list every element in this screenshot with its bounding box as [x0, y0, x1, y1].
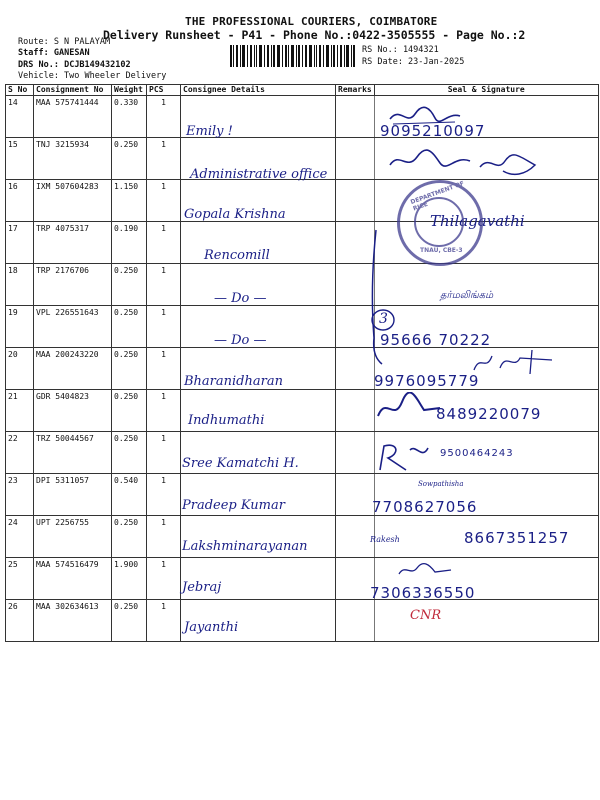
- weight-cell: 0.250: [112, 138, 147, 180]
- consignment-no-cell: TRP 4075317: [34, 222, 112, 264]
- remarks-cell: [336, 180, 375, 222]
- stamp-bottom-text: TNAU, CBE-3: [420, 247, 463, 254]
- weight-cell: 0.250: [112, 600, 147, 642]
- signature-sowpathisha: Sowpathisha: [418, 480, 464, 488]
- handwritten-consignee-name: Sree Kamatchi H.: [182, 456, 299, 472]
- handwritten-consignee-name: Gopala Krishna: [184, 206, 286, 222]
- vehicle-text: Vehicle: Two Wheeler Delivery: [18, 71, 167, 81]
- handwritten-phone-number: 9500464243: [440, 448, 514, 460]
- pcs-cell: 1: [147, 306, 181, 348]
- handwritten-consignee-name: Indhumathi: [188, 413, 265, 429]
- pcs-cell: 1: [147, 264, 181, 306]
- col-weight-header: Weight: [112, 85, 147, 96]
- rs-no-text: RS No.: 1494321: [362, 45, 439, 55]
- sno-cell: 14: [6, 96, 34, 138]
- pcs-cell: 1: [147, 390, 181, 432]
- consignment-no-cell: UPT 2256755: [34, 516, 112, 558]
- sno-cell: 22: [6, 432, 34, 474]
- sno-cell: 20: [6, 348, 34, 390]
- consignment-no-cell: MAA 575741444: [34, 96, 112, 138]
- weight-cell: 0.540: [112, 474, 147, 516]
- weight-cell: 0.250: [112, 516, 147, 558]
- handwritten-consignee-name: Emily !: [186, 124, 233, 139]
- consignment-no-cell: TRP 2176706: [34, 264, 112, 306]
- handwritten-consignee-name: Lakshminarayanan: [182, 539, 308, 554]
- table-row: [6, 306, 599, 348]
- pcs-cell: 1: [147, 558, 181, 600]
- handwritten-phone-number: 9976095779: [374, 371, 480, 390]
- staff-line: [18, 48, 90, 58]
- signature-row-25: [395, 560, 455, 580]
- consignment-no-cell: MAA 574516479: [34, 558, 112, 600]
- pcs-cell: 1: [147, 474, 181, 516]
- table-row: [6, 264, 599, 306]
- sno-cell: 23: [6, 474, 34, 516]
- sno-cell: 21: [6, 390, 34, 432]
- handwritten-consignee-name: — Do —: [214, 332, 267, 348]
- handwritten-phone-number: 9095210097: [380, 122, 486, 140]
- col-sno-header: S No: [6, 85, 34, 96]
- rs-date-text: RS Date: 23-Jan-2025: [362, 57, 465, 67]
- remarks-cell: [336, 432, 375, 474]
- signature-row-22: [370, 440, 440, 476]
- signature-rakesh: Rakesh: [370, 535, 400, 544]
- consignment-no-cell: GDR 5404823: [34, 390, 112, 432]
- sno-cell: 25: [6, 558, 34, 600]
- pcs-cell: 1: [147, 138, 181, 180]
- consignment-no-cell: TNJ 3215934: [34, 138, 112, 180]
- handwritten-phone-number: 95666 70222: [380, 330, 492, 349]
- company-title: THE PROFESSIONAL COURIERS, COIMBATORE: [185, 15, 438, 28]
- table-header-row: [6, 85, 599, 96]
- weight-cell: 0.250: [112, 264, 147, 306]
- weight-cell: 0.190: [112, 222, 147, 264]
- weight-cell: 0.250: [112, 432, 147, 474]
- table-row: [6, 600, 599, 642]
- sno-cell: 24: [6, 516, 34, 558]
- pcs-cell: 1: [147, 432, 181, 474]
- pcs-cell: 1: [147, 348, 181, 390]
- handwritten-consignee-name: Bharanidharan: [184, 373, 283, 389]
- sno-cell: 19: [6, 306, 34, 348]
- staff-label: Staff:: [18, 48, 49, 58]
- table-row: [6, 558, 599, 600]
- signature-row-20: [470, 348, 560, 378]
- signature-thilagavathi: Thilagavathi: [430, 212, 525, 230]
- col-consignment-header: Consignment No: [34, 85, 112, 96]
- drs-label: DRS No.:: [18, 60, 59, 70]
- weight-cell: 0.250: [112, 390, 147, 432]
- consignment-no-cell: MAA 302634613: [34, 600, 112, 642]
- handwritten-phone-number: 7306336550: [370, 584, 476, 603]
- table-row: [6, 474, 599, 516]
- handwritten-consignee-name: Pradeep Kumar: [182, 497, 285, 513]
- col-remarks-header: Remarks: [336, 85, 375, 96]
- staff-value: GANESAN: [53, 48, 90, 58]
- signature-row-15: [385, 147, 545, 181]
- remarks-cell: [336, 516, 375, 558]
- pcs-cell: 1: [147, 222, 181, 264]
- barcode-image: [230, 45, 355, 67]
- weight-cell: 0.330: [112, 96, 147, 138]
- consignment-no-cell: MAA 200243220: [34, 348, 112, 390]
- pcs-cell: 1: [147, 180, 181, 222]
- table-row: [6, 96, 599, 138]
- weight-cell: 0.250: [112, 306, 147, 348]
- handwritten-consignee-name: — Do —: [214, 291, 267, 307]
- col-consignee-header: Consignee Details: [181, 85, 336, 96]
- consignment-no-cell: VPL 226551643: [34, 306, 112, 348]
- handwritten-phone-number: 8667351257: [464, 529, 570, 547]
- remarks-cell: [336, 558, 375, 600]
- pcs-cell: 1: [147, 96, 181, 138]
- weight-cell: 0.250: [112, 348, 147, 390]
- remarks-cell: [336, 474, 375, 516]
- handwritten-consignee-name: Administrative office: [190, 167, 328, 183]
- signature-row-21: [368, 392, 448, 426]
- sno-cell: 15: [6, 138, 34, 180]
- department-stamp: [397, 180, 483, 266]
- signature-tamil: தர்மலிங்கம்: [440, 290, 494, 301]
- sno-cell: 16: [6, 180, 34, 222]
- drs-line: [18, 60, 131, 70]
- sno-cell: 18: [6, 264, 34, 306]
- stamp-top-text: DEPARTMENT OF RICE: [409, 180, 466, 213]
- weight-cell: 1.150: [112, 180, 147, 222]
- remarks-cell: [336, 138, 375, 180]
- handwritten-consignee-name: Jayanthi: [184, 619, 239, 635]
- consignment-no-cell: IXM 507604283: [34, 180, 112, 222]
- sno-cell: 26: [6, 600, 34, 642]
- remark-circled-number: 3: [379, 311, 388, 327]
- signature-cnr: CNR: [410, 608, 442, 623]
- consignment-no-cell: DPI 5311057: [34, 474, 112, 516]
- remarks-cell: [336, 96, 375, 138]
- consignment-no-cell: TRZ 50044567: [34, 432, 112, 474]
- signature-row-14: [385, 104, 465, 132]
- pcs-cell: 1: [147, 516, 181, 558]
- col-pcs-header: PCS: [147, 85, 181, 96]
- route-text: Route: S N PALAYAM: [18, 37, 111, 47]
- remarks-cell: [336, 600, 375, 642]
- drs-value: DCJB149432102: [64, 60, 131, 70]
- sno-cell: 17: [6, 222, 34, 264]
- runsheet-title: Delivery Runsheet - P41 - Phone No.:0422-3505555 - Page No.:2: [103, 28, 526, 42]
- signature-cell: [374, 600, 598, 642]
- handwritten-phone-number: 7708627056: [372, 497, 478, 516]
- weight-cell: 1.900: [112, 558, 147, 600]
- handwritten-consignee-name: Jebraj: [182, 580, 222, 596]
- pcs-cell: 1: [147, 600, 181, 642]
- handwritten-phone-number: 8489220079: [436, 405, 542, 424]
- remarks-bracket: [368, 228, 398, 368]
- handwritten-consignee-name: Rencomill: [204, 247, 270, 263]
- col-signature-header: Seal & Signature: [374, 85, 598, 96]
